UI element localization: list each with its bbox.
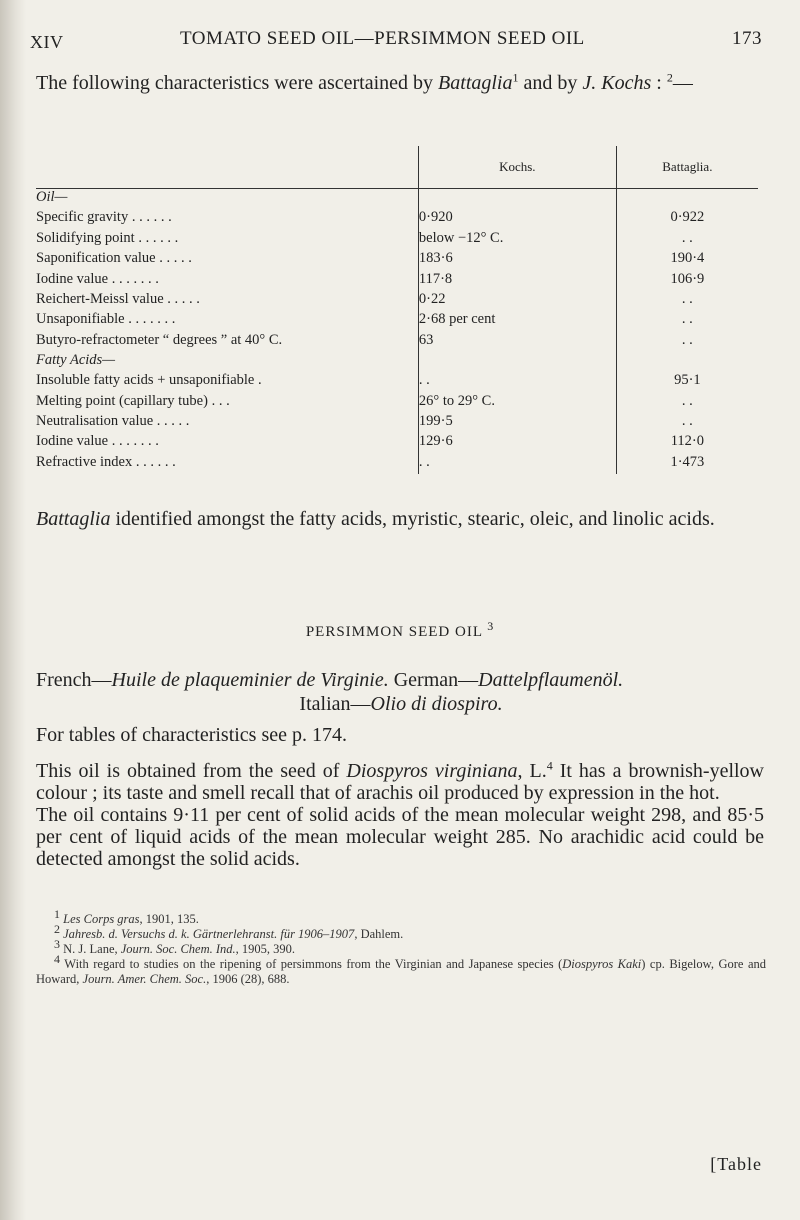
table-header-row [36, 146, 758, 189]
section-heading: PERSIMMON SEED OIL $^3$ [305, 619, 495, 640]
table-row: Solidifying point . . . . . . below −12° C. . . [36, 230, 758, 250]
table-row: Unsaponifiable . . . . . . . 2·68 per cent . . [36, 311, 758, 331]
footnote-ref-3: 3 [487, 619, 495, 633]
table-row: Reichert-Meissl value . . . . . 0·22 . . [36, 291, 758, 311]
footnote-1: $^1$ Les Corps gras, 1901, 135. [54, 906, 199, 926]
characteristics-table [36, 146, 758, 474]
page-number: 173 [732, 28, 762, 49]
table-row: Specific gravity . . . . . . 0·920 0·922 [36, 209, 758, 229]
running-title: TOMATO SEED OIL—PERSIMMON SEED OIL [180, 28, 585, 49]
battaglia-paragraph: Battaglia identified amongst the fatty acids, myristic, stearic, oleic, and linolic acids. [36, 508, 715, 530]
author-battaglia: Battaglia [438, 72, 513, 94]
table-row: Melting point (capillary tube) . . . 26° to 29° C. . . [36, 393, 758, 413]
table-row: Iodine value . . . . . . . 129·6 112·0 [36, 433, 758, 453]
table-row: Iodine value . . . . . . . 117·8 106·9 [36, 271, 758, 291]
table-row: Insoluble fatty acids + unsaponifiable . . . 95·1 [36, 372, 758, 392]
oil-section-label: Oil— [36, 189, 418, 210]
see-reference: For tables of characteristics see p. 174. [36, 724, 348, 746]
body-text [36, 760, 764, 870]
foreign-names: French—Huile de plaqueminier de Virginie. German—Dattelpflaumenöl. Italian—Olio di diospiro. [36, 669, 624, 715]
german-name: Dattelpflaumenöl. [478, 669, 624, 691]
catchword: [Table [710, 1154, 762, 1174]
footnote-2: $^2$ Jahresb. d. Versuchs d. k. Gärtnerlehranst. für 1906–1907, Dahlem. [54, 921, 404, 941]
header-blank [36, 146, 418, 189]
footnote-3: $^3$ N. J. Lane, Journ. Soc. Chem. Ind., 1905, 390. [54, 936, 296, 956]
header-kochs: Kochs. [418, 146, 616, 189]
page-binding-shadow [0, 0, 26, 1220]
footnote-ref-4: 4 [546, 758, 553, 773]
running-header [30, 28, 762, 54]
footnote-ref-1: 1 [512, 70, 519, 85]
acids-section-row [36, 352, 758, 372]
italian-name: Olio di diospiro. [370, 693, 503, 715]
french-name: Huile de plaqueminier de Virginie. [111, 669, 389, 691]
section-number: XIV [30, 32, 64, 52]
table-row: Refractive index . . . . . . . . 1·473 [36, 454, 758, 474]
footnote-ref-2: 2 [666, 70, 673, 85]
species-name: Diospyros virginiana [346, 760, 518, 782]
oil-section-row [36, 189, 758, 210]
table-row: Neutralisation value . . . . . 199·5 . . [36, 413, 758, 433]
acids-section-label: Fatty Acids— [36, 352, 418, 372]
author-kochs: J. Kochs [582, 72, 652, 94]
body-paragraph-2: The oil contains 9·11 per cent of solid acids of the mean molecular weight 298, and 85·5 per cent of liquid acids of the mean molecular weight 285. No arachidic acid could be detected amongst the solid acids. [36, 804, 764, 870]
footnotes [36, 906, 766, 987]
table-row: Saponification value . . . . . 183·6 190·4 [36, 250, 758, 270]
footnote-4: $^4$ With regard to studies on the ripening of persimmons from the Virginian and Japanese species (Diospyros Kaki) cp. Bigelow, Gore and Howard, Journ. Amer. Chem. Soc., 1906 (28), 688. [36, 951, 766, 986]
intro-paragraph: The following characteristics were ascertained by Battaglia$^1$ and by J. Kochs : $^2$— [36, 70, 693, 94]
header-battaglia: Battaglia. [616, 146, 758, 189]
table-row: Butyro-refractometer “ degrees ” at 40° C. 63 . . [36, 332, 758, 352]
body-paragraph-1: This oil is obtained from the seed of Diospyros virginiana, L.$^4$ It has a brownish-yellow colour ; its taste and smell recall that of arachis oil produced by expression in the hot. [36, 758, 764, 804]
